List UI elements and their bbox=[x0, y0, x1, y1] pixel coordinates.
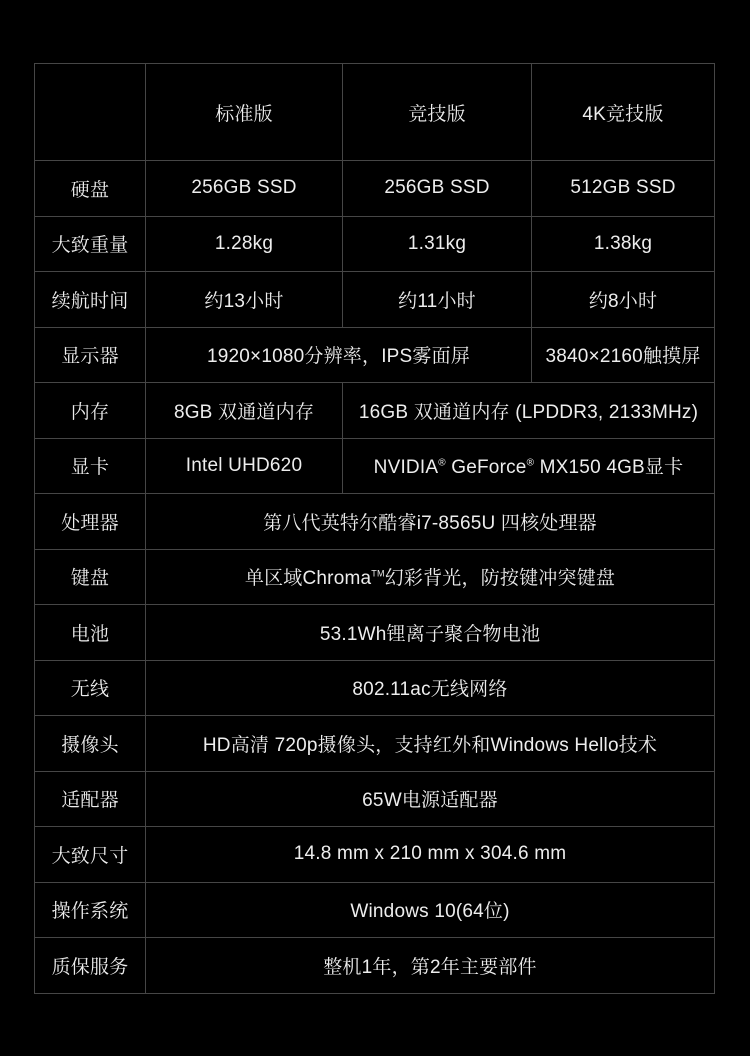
spec-value: 256GB SSD bbox=[146, 161, 343, 217]
spec-label: 显示器 bbox=[35, 327, 146, 383]
spec-label: 电池 bbox=[35, 605, 146, 661]
spec-value: Windows 10(64位) bbox=[146, 882, 715, 938]
spec-label: 续航时间 bbox=[35, 272, 146, 328]
spec-value: 1920×1080分辨率，IPS雾面屏 bbox=[146, 327, 532, 383]
table-row-display bbox=[35, 327, 715, 383]
spec-value-part: GeForce bbox=[445, 457, 527, 479]
spec-value-part: 单区域Chroma bbox=[244, 568, 372, 590]
spec-value-part: MX150 4GB显卡 bbox=[534, 457, 684, 479]
spec-value: 整机1年，第2年主要部件 bbox=[146, 938, 715, 994]
table-row-wireless bbox=[35, 660, 715, 716]
spec-label: 内存 bbox=[35, 383, 146, 439]
spec-value bbox=[343, 438, 715, 494]
header-empty-cell bbox=[35, 64, 146, 161]
table-row-processor bbox=[35, 494, 715, 550]
table-row-graphics bbox=[35, 438, 715, 494]
table-row-os bbox=[35, 882, 715, 938]
spec-value: 802.11ac无线网络 bbox=[146, 660, 715, 716]
spec-value: 512GB SSD bbox=[532, 161, 715, 217]
spec-label: 大致尺寸 bbox=[35, 827, 146, 883]
table-row-camera bbox=[35, 716, 715, 772]
table-row-battery-life bbox=[35, 272, 715, 328]
spec-label: 大致重量 bbox=[35, 216, 146, 272]
table-row-hard-drive bbox=[35, 161, 715, 217]
column-header-4k-gaming: 4K竞技版 bbox=[532, 64, 715, 161]
table-row-dimensions bbox=[35, 827, 715, 883]
spec-value: 约8小时 bbox=[532, 272, 715, 328]
spec-value: 3840×2160触摸屏 bbox=[532, 327, 715, 383]
registered-trademark-symbol: ® bbox=[438, 457, 446, 469]
spec-value: 256GB SSD bbox=[343, 161, 532, 217]
spec-label: 硬盘 bbox=[35, 161, 146, 217]
table-row-weight bbox=[35, 216, 715, 272]
column-header-standard: 标准版 bbox=[146, 64, 343, 161]
spec-value: 65W电源适配器 bbox=[146, 771, 715, 827]
spec-label: 无线 bbox=[35, 660, 146, 716]
spec-label: 键盘 bbox=[35, 549, 146, 605]
spec-value-part: NVIDIA bbox=[373, 457, 439, 479]
spec-comparison-table bbox=[34, 63, 715, 994]
spec-value: 约13小时 bbox=[146, 272, 343, 328]
spec-label: 显卡 bbox=[35, 438, 146, 494]
table-row-battery bbox=[35, 605, 715, 661]
spec-value: 1.38kg bbox=[532, 216, 715, 272]
registered-trademark-symbol: ® bbox=[526, 457, 535, 469]
spec-label: 摄像头 bbox=[35, 716, 146, 772]
spec-value bbox=[146, 549, 715, 605]
spec-label: 处理器 bbox=[35, 494, 146, 550]
trademark-symbol: TM bbox=[371, 568, 385, 579]
spec-value: Intel UHD620 bbox=[146, 438, 343, 494]
spec-value: 约11小时 bbox=[343, 272, 532, 328]
spec-value: 8GB 双通道内存 bbox=[146, 383, 343, 439]
table-row-keyboard bbox=[35, 549, 715, 605]
spec-label: 质保服务 bbox=[35, 938, 146, 994]
table-row-warranty bbox=[35, 938, 715, 994]
header-row bbox=[35, 64, 715, 161]
spec-value: 53.1Wh锂离子聚合物电池 bbox=[146, 605, 715, 661]
spec-value-part: 幻彩背光，防按键冲突键盘 bbox=[384, 568, 616, 590]
spec-value: 1.31kg bbox=[343, 216, 532, 272]
spec-label: 适配器 bbox=[35, 771, 146, 827]
spec-value: HD高清 720p摄像头，支持红外和Windows Hello技术 bbox=[146, 716, 715, 772]
column-header-gaming: 竞技版 bbox=[343, 64, 532, 161]
spec-value: 第八代英特尔酷睿i7-8565U 四核处理器 bbox=[146, 494, 715, 550]
spec-value: 14.8 mm x 210 mm x 304.6 mm bbox=[146, 827, 715, 883]
table-row-memory bbox=[35, 383, 715, 439]
table-row-adapter bbox=[35, 771, 715, 827]
spec-value: 16GB 双通道内存 (LPDDR3, 2133MHz) bbox=[343, 383, 715, 439]
spec-value: 1.28kg bbox=[146, 216, 343, 272]
spec-label: 操作系统 bbox=[35, 882, 146, 938]
